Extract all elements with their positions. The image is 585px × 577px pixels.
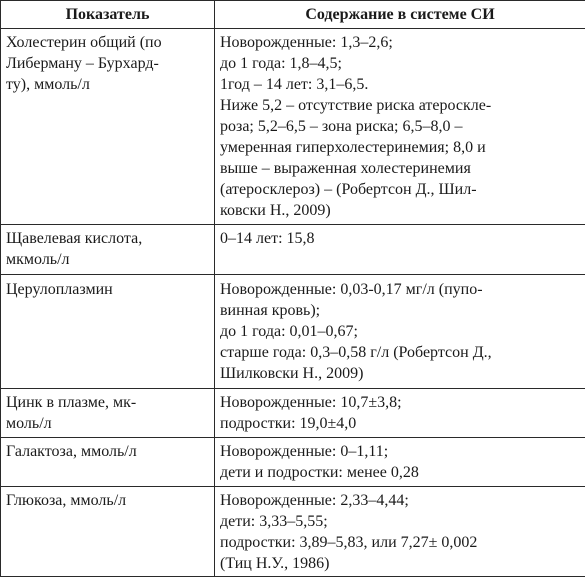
si-content-text-line: дети и подростки: менее 0,28 [220,462,583,483]
indicator-text-line: моль/л [6,413,210,434]
indicator-cell [1,389,215,438]
si-content-text-line: Новорожденные: 0,03-0,17 мг/л (пупо- [220,279,583,300]
indicator-text-line: мкмоль/л [6,249,210,270]
si-content-text-line: Новорожденные: 0–1,11; [220,441,583,462]
table-header [1,1,585,29]
si-content-text-line: 0–14 лет: 15,8 [220,228,583,249]
si-content-text-line: подростки: 3,89–5,83, или 7,27± 0,002 [220,532,583,553]
indicator-cell [1,29,215,225]
si-content-text-line: до 1 года: 1,8–4,5; [220,53,583,74]
si-content-text-line: Шилковски Н., 2009) [220,363,583,384]
indicator-text-line: Либерману – Бурхард- [6,53,210,74]
column-header-indicator: Показатель [1,1,215,29]
si-content-cell [215,438,585,487]
table-row [1,29,585,225]
indicator-cell [1,275,215,389]
si-content-text-line: роза; 5,2–6,5 – зона риска; 6,5–8,0 – [220,116,583,137]
si-content-cell [215,29,585,225]
si-content-cell [215,487,585,577]
indicator-cell [1,225,215,275]
si-content-text-line: винная кровь); [220,300,583,321]
indicator-text-line: Цинк в плазме, мк- [6,392,210,413]
si-content-text-line: подростки: 19,0±4,0 [220,413,583,434]
table-row [1,275,585,389]
table-row [1,438,585,487]
si-content-text-line: дети: 3,33–5,55; [220,511,583,532]
si-content-cell [215,389,585,438]
si-content-text-line: (атеросклероз) – (Робертсон Д., Шил- [220,179,583,200]
indicator-cell [1,487,215,577]
si-content-cell [215,225,585,275]
indicator-text-line: Холестерин общий (по [6,32,210,53]
si-content-text-line: Новорожденные: 1,3–2,6; [220,32,583,53]
indicator-text-line: Глюкоза, ммоль/л [6,490,210,511]
si-content-text-line: Ниже 5,2 – отсутствие риска атероскле- [220,95,583,116]
column-header-si-content: Содержание в системе СИ [215,1,585,29]
si-content-text-line: Новорожденные: 10,7±3,8; [220,392,583,413]
si-content-text-line: ковски Н., 2009) [220,200,583,221]
indicator-text-line: Церулоплазмин [6,279,210,300]
si-content-text-line: 1год – 14 лет: 3,1–6,5. [220,74,583,95]
indicator-text-line: Галактоза, ммоль/л [6,441,210,462]
table-body [1,29,585,577]
si-content-text-line: (Тиц Н.У., 1986) [220,553,583,574]
table-row [1,389,585,438]
table-header-row [1,1,585,29]
table-row [1,487,585,577]
indicator-text-line: ту), ммоль/л [6,74,210,95]
si-content-text-line: старше года: 0,3–0,58 г/л (Робертсон Д., [220,342,583,363]
si-content-cell [215,275,585,389]
si-content-text-line: до 1 года: 0,01–0,67; [220,321,583,342]
table-row [1,225,585,275]
indicator-text-line: Щавелевая кислота, [6,228,210,249]
si-content-text-line: выше – выраженная холестеринемия [220,158,583,179]
si-content-text-line: Новорожденные: 2,33–4,44; [220,490,583,511]
si-content-text-line: умеренная гиперхолестеринемия; 8,0 и [220,137,583,158]
indicator-cell [1,438,215,487]
